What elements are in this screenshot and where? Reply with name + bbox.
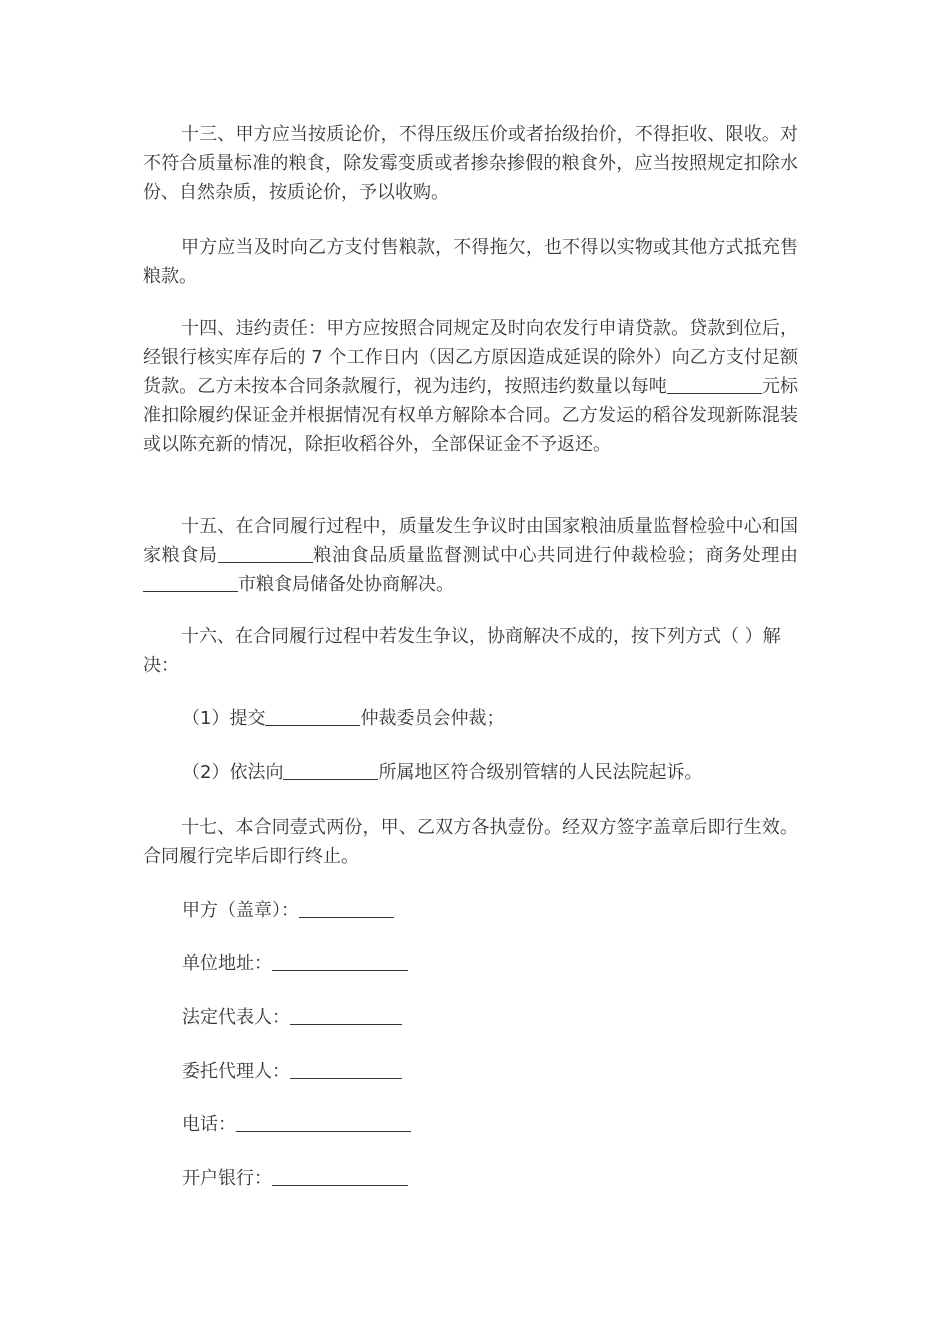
clause-17-copies: 十七、本合同壹式两份，甲、乙双方各执壹份。经双方签字盖章后即行生效。合同履行完毕后即行终止。 [143,817,798,867]
phone-field [182,1110,411,1139]
option-2-court [182,758,702,787]
clause-15-dispute-inspection [143,512,798,599]
court-location-blank [283,759,378,780]
clause-13-payment: 甲方应当及时向乙方支付售粮款，不得拖欠，也不得以实物或其他方式抵充售粮款。 [143,237,798,287]
arbitration-blank [265,705,360,726]
bank-field [182,1164,408,1193]
agent-blank [290,1058,402,1079]
clause-15-text-1: 十五、在合同履行过程中，质量发生争议时由国家粮油质量监督检验中心和国家粮食局 [143,516,798,566]
address-label: 单位地址： [182,953,272,974]
party-a-seal-field [182,896,394,925]
clause-16-resolution: 十六、在合同履行过程中若发生争议，协商解决不成的，按下列方式（ ）解决： [143,626,781,676]
option-1-arbitration [182,704,504,733]
bank-blank [272,1165,408,1186]
city-blank [143,571,238,592]
clause-14-text-1: 十四、违约责任：甲方应按照合同规定及时向农发行申请贷款。贷款到位后，经银行核实库存后的 7 个工作日内（因乙方原因造成延误的除外）向乙方支付足额货款。乙方未按本合同条款履行，视为违约，按照违约数量以每吨 [143,318,798,397]
party-a-seal-blank [299,897,394,918]
party-a-seal-label: 甲方（盖章）： [182,900,299,921]
legal-rep-label: 法定代表人： [182,1007,290,1028]
agent-field [182,1057,402,1086]
phone-blank [236,1111,411,1132]
phone-label: 电话： [182,1114,236,1135]
clause-14-text-2: 元标准扣除履约保证金并根据情况有权单方解除本合同。乙方发运的稻谷发现新陈混装或以陈充新的情况，除拒收稻谷外，全部保证金不予返还。 [143,376,799,455]
clause-15-text-2: 粮油食品质量监督测试中心共同进行仲裁检验；商务处理由 [312,545,799,566]
clause-13-quality-pricing: 十三、甲方应当按质论价，不得压级压价或者抬级抬价，不得拒收、限收。对不符合质量标准的粮食，除发霉变质或者掺杂掺假的粮食外，应当按照规定扣除水份、自然杂质，按质论价，予以收购。 [143,124,798,203]
option-2-text-1: （2）依法向 [182,762,284,783]
option-1-text-2: 仲裁委员会仲裁； [360,708,505,729]
legal-rep-blank [290,1004,402,1025]
option-2-text-2: 所属地区符合级别管辖的人民法院起诉。 [378,762,703,783]
legal-rep-field [182,1003,402,1032]
price-per-ton-blank [667,373,762,394]
option-1-text-1: （1）提交 [182,708,266,729]
bank-label: 开户银行： [182,1168,272,1189]
clause-14-liability [143,314,798,459]
clause-15-text-3: 市粮食局储备处协商解决。 [238,574,454,595]
address-field [182,949,408,978]
agent-label: 委托代理人： [182,1061,290,1082]
bureau-blank [218,542,313,563]
address-blank [272,950,408,971]
